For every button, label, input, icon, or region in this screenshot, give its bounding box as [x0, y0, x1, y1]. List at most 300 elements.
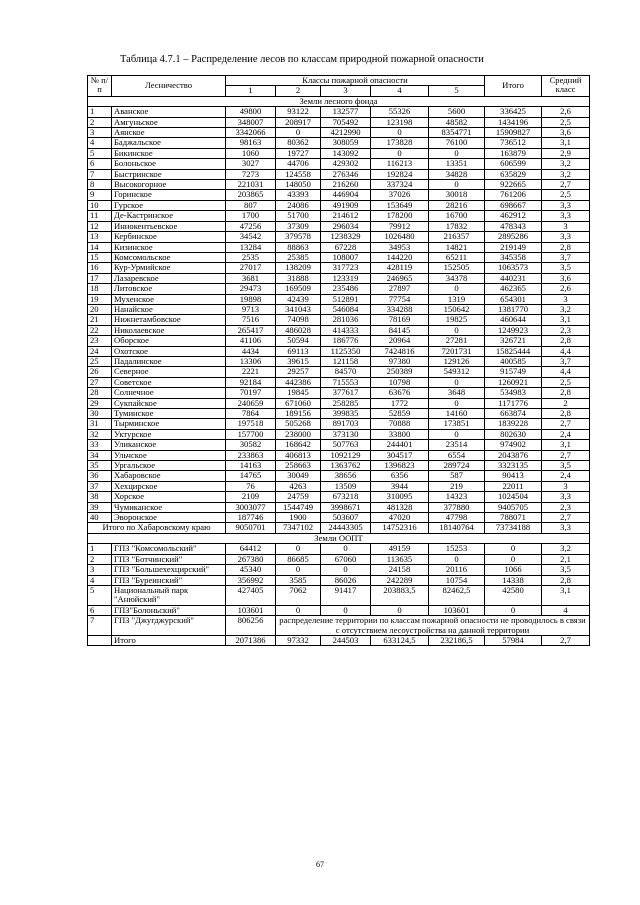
- forest-row: [88, 419, 590, 429]
- forest-row: [88, 294, 590, 304]
- forest-row: [88, 346, 590, 356]
- oopt-cell-class-2: 3585: [276, 575, 321, 585]
- forest-row: [88, 107, 590, 117]
- forest-cell-class-2: 24759: [276, 492, 321, 502]
- forest-cell-class-1: 29473: [226, 284, 276, 294]
- forest-cell-class-1: 3681: [226, 273, 276, 283]
- forest-cell-class-3: 132577: [321, 107, 371, 117]
- forest-cell-class-4: 27897: [371, 284, 429, 294]
- forest-cell-class-3: 84570: [321, 367, 371, 377]
- oopt-cell-avg: 2,8: [542, 575, 590, 585]
- forest-cell-no: 37: [88, 481, 112, 491]
- forest-cell-class-2: 51700: [276, 211, 321, 221]
- forest-cell-avg: 2,7: [542, 419, 590, 429]
- forest-cell-avg: 2,5: [542, 377, 590, 387]
- oopt-section: [88, 544, 590, 616]
- forest-cell-total: 974902: [485, 440, 542, 450]
- forest-cell-class-3: 214612: [321, 211, 371, 221]
- forest-cell-class-2: 29257: [276, 367, 321, 377]
- forest-cell-total: 2895286: [485, 232, 542, 242]
- forest-cell-name: Высокогорное: [112, 180, 226, 190]
- oopt-cell-class-2: 0: [276, 565, 321, 575]
- section-title-forest: Земли лесного фонда: [88, 96, 590, 106]
- forest-cell-name: Николаевское: [112, 325, 226, 335]
- forest-cell-class-2: 169509: [276, 284, 321, 294]
- forest-cell-name: Северное: [112, 367, 226, 377]
- forest-cell-class-4: 153649: [371, 200, 429, 210]
- forest-cell-name: Литовское: [112, 284, 226, 294]
- forest-cell-class-1: 2109: [226, 492, 276, 502]
- forest-cell-class-5: 216357: [429, 232, 485, 242]
- forest-cell-class-5: 3648: [429, 388, 485, 398]
- forest-cell-class-3: 503607: [321, 513, 371, 523]
- forest-cell-total: 736512: [485, 138, 542, 148]
- oopt-cell-class-4: 49159: [371, 544, 429, 554]
- forest-cell-name: Лазаревское: [112, 273, 226, 283]
- forest-row: [88, 169, 590, 179]
- forest-cell-class-5: 14160: [429, 409, 485, 419]
- forest-cell-avg: 3,2: [542, 304, 590, 314]
- forest-cell-name: Ургальское: [112, 461, 226, 471]
- forest-cell-avg: 2,8: [542, 388, 590, 398]
- forest-cell-class-4: 84145: [371, 325, 429, 335]
- forest-cell-avg: 2,4: [542, 471, 590, 481]
- oopt-cell-class-3: 0: [321, 605, 371, 615]
- forest-row: [88, 221, 590, 231]
- forest-cell-class-2: 406813: [276, 450, 321, 460]
- oopt-total-blank: [88, 635, 112, 645]
- oopt-cell-avg: 2,1: [542, 554, 590, 564]
- oopt-row-7: [88, 616, 590, 636]
- oopt-cell-total: 1066: [485, 565, 542, 575]
- oopt-cell-no: 4: [88, 575, 112, 585]
- header-classes: Классы пожарной опасности: [226, 76, 485, 86]
- oopt-cell-class-2: 0: [276, 605, 321, 615]
- forest-cell-no: 7: [88, 169, 112, 179]
- forest-cell-class-5: 0: [429, 284, 485, 294]
- forest-cell-avg: 3,1: [542, 440, 590, 450]
- forest-cell-no: 34: [88, 450, 112, 460]
- forest-cell-class-3: 216260: [321, 180, 371, 190]
- forest-row: [88, 398, 590, 408]
- oopt-cell-no: 2: [88, 554, 112, 564]
- forest-cell-class-3: 705492: [321, 117, 371, 127]
- forest-cell-class-4: 63676: [371, 388, 429, 398]
- oopt-row-7-no: 7: [88, 616, 112, 636]
- forest-cell-no: 21: [88, 315, 112, 325]
- forest-total-class-2: 7347102: [276, 523, 321, 533]
- forest-cell-class-1: 265417: [226, 325, 276, 335]
- forest-cell-class-4: 78169: [371, 315, 429, 325]
- forest-row: [88, 502, 590, 512]
- forest-cell-no: 40: [88, 513, 112, 523]
- forest-cell-class-5: 14323: [429, 492, 485, 502]
- oopt-cell-no: 6: [88, 605, 112, 615]
- forest-row: [88, 492, 590, 502]
- forest-row: [88, 284, 590, 294]
- forest-cell-class-1: 1060: [226, 148, 276, 158]
- forest-cell-class-2: 43393: [276, 190, 321, 200]
- forest-cell-class-2: 19845: [276, 388, 321, 398]
- oopt-cell-class-2: 0: [276, 544, 321, 554]
- oopt-cell-name: ГПЗ "Большехехцирский": [112, 565, 226, 575]
- oopt-cell-no: 1: [88, 544, 112, 554]
- forest-row: [88, 356, 590, 366]
- forest-cell-avg: 3,2: [542, 169, 590, 179]
- oopt-cell-class-5: 20116: [429, 565, 485, 575]
- forest-cell-class-1: 197518: [226, 419, 276, 429]
- header-avg-class: Средний класс: [542, 76, 590, 97]
- forest-cell-class-3: 4212990: [321, 128, 371, 138]
- forest-cell-no: 5: [88, 148, 112, 158]
- oopt-cell-class-4: 203883,5: [371, 585, 429, 605]
- forest-cell-avg: 4,4: [542, 346, 590, 356]
- forest-cell-class-3: 1238329: [321, 232, 371, 242]
- forest-cell-class-1: 9713: [226, 304, 276, 314]
- forest-cell-no: 14: [88, 242, 112, 252]
- forest-cell-class-3: 38656: [321, 471, 371, 481]
- forest-cell-total: 2043876: [485, 450, 542, 460]
- forest-cell-class-3: 108007: [321, 252, 371, 262]
- forest-cell-class-3: 317723: [321, 263, 371, 273]
- oopt-cell-total: 42580: [485, 585, 542, 605]
- forest-cell-total: 15909827: [485, 128, 542, 138]
- oopt-total-class-4: 633124,5: [371, 635, 429, 645]
- forest-cell-total: 1434196: [485, 117, 542, 127]
- forest-cell-class-4: 79912: [371, 221, 429, 231]
- forest-row: [88, 138, 590, 148]
- oopt-cell-class-2: 86685: [276, 554, 321, 564]
- forest-cell-no: 35: [88, 461, 112, 471]
- forest-cell-no: 17: [88, 273, 112, 283]
- forest-row: [88, 315, 590, 325]
- forest-row: [88, 461, 590, 471]
- forest-section: [88, 96, 590, 523]
- forest-cell-name: Чумиканское: [112, 502, 226, 512]
- forest-cell-total: 90413: [485, 471, 542, 481]
- forest-cell-name: Кур-Урмийское: [112, 263, 226, 273]
- forest-cell-class-4: 337324: [371, 180, 429, 190]
- forest-cell-total: 1839228: [485, 419, 542, 429]
- forest-cell-name: Горинское: [112, 190, 226, 200]
- header-no: № п/п: [88, 76, 112, 97]
- forest-cell-class-2: 42439: [276, 294, 321, 304]
- forest-cell-class-5: 23514: [429, 440, 485, 450]
- forest-cell-avg: 2,7: [542, 180, 590, 190]
- forest-cell-class-5: 289724: [429, 461, 485, 471]
- forest-cell-class-1: 203865: [226, 190, 276, 200]
- forest-cell-class-5: 150642: [429, 304, 485, 314]
- forest-cell-no: 10: [88, 200, 112, 210]
- fire-hazard-table: [87, 75, 590, 646]
- forest-cell-total: 400585: [485, 356, 542, 366]
- forest-cell-avg: 2,5: [542, 117, 590, 127]
- forest-cell-class-4: 1026480: [371, 232, 429, 242]
- forest-cell-class-3: 512891: [321, 294, 371, 304]
- table-caption: Таблица 4.7.1 – Распределение лесов по классам природной пожарной опасности: [120, 54, 484, 65]
- forest-cell-name: Бикинское: [112, 148, 226, 158]
- oopt-cell-class-1: 103601: [226, 605, 276, 615]
- forest-cell-class-2: 30049: [276, 471, 321, 481]
- forest-cell-total: 460644: [485, 315, 542, 325]
- forest-cell-avg: 3,6: [542, 273, 590, 283]
- forest-cell-avg: 2,6: [542, 107, 590, 117]
- forest-cell-name: Гурское: [112, 200, 226, 210]
- forest-cell-name: Амгуньское: [112, 117, 226, 127]
- forest-cell-name: Аванское: [112, 107, 226, 117]
- forest-cell-name: Оборское: [112, 336, 226, 346]
- forest-cell-class-5: 8354771: [429, 128, 485, 138]
- forest-cell-class-2: 138209: [276, 263, 321, 273]
- forest-row: [88, 409, 590, 419]
- oopt-cell-class-4: 24158: [371, 565, 429, 575]
- forest-cell-class-4: 0: [371, 128, 429, 138]
- forest-cell-class-2: 1900: [276, 513, 321, 523]
- forest-cell-no: 18: [88, 284, 112, 294]
- forest-cell-class-1: 13306: [226, 356, 276, 366]
- forest-cell-name: Нижнетамбовское: [112, 315, 226, 325]
- forest-cell-class-2: 168642: [276, 440, 321, 450]
- header-class-1: 1: [226, 86, 276, 96]
- forest-cell-class-3: 429302: [321, 159, 371, 169]
- forest-cell-class-2: 208917: [276, 117, 321, 127]
- forest-cell-no: 8: [88, 180, 112, 190]
- forest-row: [88, 440, 590, 450]
- forest-cell-name: Сукпайское: [112, 398, 226, 408]
- forest-cell-class-3: 3998671: [321, 502, 371, 512]
- forest-cell-name: Хабаровское: [112, 471, 226, 481]
- forest-cell-name: Кизинское: [112, 242, 226, 252]
- forest-cell-class-4: 33800: [371, 429, 429, 439]
- forest-cell-class-3: 67228: [321, 242, 371, 252]
- oopt-cell-total: 0: [485, 554, 542, 564]
- oopt-cell-name: ГПЗ "Ботчинский": [112, 554, 226, 564]
- forest-cell-class-3: 414333: [321, 325, 371, 335]
- forest-cell-no: 26: [88, 367, 112, 377]
- forest-cell-name: Мухенское: [112, 294, 226, 304]
- forest-cell-name: Нанайское: [112, 304, 226, 314]
- oopt-row: [88, 605, 590, 615]
- forest-cell-class-5: 1319: [429, 294, 485, 304]
- forest-cell-class-1: 3003077: [226, 502, 276, 512]
- forest-cell-no: 16: [88, 263, 112, 273]
- forest-cell-total: 1171776: [485, 398, 542, 408]
- forest-cell-no: 31: [88, 419, 112, 429]
- oopt-cell-no: 5: [88, 585, 112, 605]
- forest-row: [88, 190, 590, 200]
- forest-cell-class-1: 2221: [226, 367, 276, 377]
- forest-cell-class-4: 334288: [371, 304, 429, 314]
- forest-cell-class-2: 69113: [276, 346, 321, 356]
- forest-cell-class-1: 233863: [226, 450, 276, 460]
- forest-cell-no: 22: [88, 325, 112, 335]
- forest-cell-class-5: 14821: [429, 242, 485, 252]
- oopt-row: [88, 544, 590, 554]
- forest-cell-avg: 3,1: [542, 138, 590, 148]
- forest-cell-class-1: 807: [226, 200, 276, 210]
- oopt-cell-total: 14338: [485, 575, 542, 585]
- forest-cell-class-3: 399835: [321, 409, 371, 419]
- forest-cell-class-4: 47020: [371, 513, 429, 523]
- forest-cell-class-3: 186776: [321, 336, 371, 346]
- forest-cell-class-1: 240659: [226, 398, 276, 408]
- oopt-cell-no: 3: [88, 565, 112, 575]
- forest-cell-class-5: 34378: [429, 273, 485, 283]
- forest-total-row: [88, 523, 590, 533]
- forest-cell-no: 36: [88, 471, 112, 481]
- forest-cell-class-1: 221031: [226, 180, 276, 190]
- forest-cell-total: 761206: [485, 190, 542, 200]
- forest-cell-class-4: 304517: [371, 450, 429, 460]
- forest-cell-total: 462365: [485, 284, 542, 294]
- oopt-row: [88, 575, 590, 585]
- forest-cell-avg: 2,5: [542, 190, 590, 200]
- forest-cell-class-2: 4263: [276, 481, 321, 491]
- forest-cell-class-1: 14163: [226, 461, 276, 471]
- forest-cell-class-4: 55326: [371, 107, 429, 117]
- forest-cell-class-2: 379578: [276, 232, 321, 242]
- forest-total-class-3: 24443305: [321, 523, 371, 533]
- forest-cell-class-4: 0: [371, 148, 429, 158]
- forest-cell-class-4: 1772: [371, 398, 429, 408]
- forest-cell-total: 336425: [485, 107, 542, 117]
- forest-cell-total: 22011: [485, 481, 542, 491]
- forest-cell-avg: 2,8: [542, 409, 590, 419]
- forest-cell-class-3: 373130: [321, 429, 371, 439]
- forest-cell-avg: 3: [542, 221, 590, 231]
- forest-cell-class-1: 187746: [226, 513, 276, 523]
- forest-total-sum: 73734188: [485, 523, 542, 533]
- forest-cell-avg: 3,3: [542, 232, 590, 242]
- forest-cell-class-1: 76: [226, 481, 276, 491]
- forest-cell-class-1: 30582: [226, 440, 276, 450]
- forest-cell-class-2: 93122: [276, 107, 321, 117]
- forest-cell-class-2: 189156: [276, 409, 321, 419]
- forest-cell-total: 802630: [485, 429, 542, 439]
- forest-total-section: [88, 523, 590, 544]
- forest-cell-class-5: 219: [429, 481, 485, 491]
- forest-cell-name: Солнечное: [112, 388, 226, 398]
- forest-cell-total: 788071: [485, 513, 542, 523]
- forest-cell-no: 24: [88, 346, 112, 356]
- forest-row: [88, 148, 590, 158]
- oopt-cell-name: ГПЗ "Буреинский": [112, 575, 226, 585]
- forest-cell-total: 163879: [485, 148, 542, 158]
- forest-cell-class-2: 44706: [276, 159, 321, 169]
- forest-cell-class-4: 481328: [371, 502, 429, 512]
- forest-cell-total: 326721: [485, 336, 542, 346]
- forest-cell-class-4: 52859: [371, 409, 429, 419]
- forest-cell-class-5: 13351: [429, 159, 485, 169]
- forest-cell-class-3: 281036: [321, 315, 371, 325]
- forest-cell-class-5: 129126: [429, 356, 485, 366]
- oopt-row-7-value: 806256: [226, 616, 276, 636]
- forest-cell-class-1: 92184: [226, 377, 276, 387]
- oopt-cell-class-1: 427405: [226, 585, 276, 605]
- forest-cell-class-2: 31888: [276, 273, 321, 283]
- forest-cell-class-1: 70197: [226, 388, 276, 398]
- forest-cell-no: 9: [88, 190, 112, 200]
- forest-cell-total: 606599: [485, 159, 542, 169]
- forest-cell-class-1: 157700: [226, 429, 276, 439]
- forest-cell-class-5: 30018: [429, 190, 485, 200]
- forest-row: [88, 325, 590, 335]
- oopt-cell-class-4: 242289: [371, 575, 429, 585]
- oopt-cell-class-3: 0: [321, 544, 371, 554]
- forest-cell-name: Эворонское: [112, 513, 226, 523]
- forest-cell-class-1: 41106: [226, 336, 276, 346]
- forest-cell-class-3: 235486: [321, 284, 371, 294]
- forest-cell-class-3: 446904: [321, 190, 371, 200]
- forest-cell-class-4: 10798: [371, 377, 429, 387]
- forest-total-class-1: 9050701: [226, 523, 276, 533]
- oopt-cell-class-5: 82462,5: [429, 585, 485, 605]
- forest-cell-total: 219149: [485, 242, 542, 252]
- oopt-cell-class-5: 103601: [429, 605, 485, 615]
- forest-row: [88, 336, 590, 346]
- forest-row: [88, 211, 590, 221]
- forest-cell-class-5: 34828: [429, 169, 485, 179]
- oopt-cell-class-5: 10754: [429, 575, 485, 585]
- forest-cell-class-3: 507763: [321, 440, 371, 450]
- header-class-4: 4: [371, 86, 429, 96]
- forest-cell-class-5: 27281: [429, 336, 485, 346]
- forest-row: [88, 388, 590, 398]
- forest-cell-class-5: 0: [429, 429, 485, 439]
- forest-cell-class-2: 442386: [276, 377, 321, 387]
- forest-cell-name: Де-Кастринское: [112, 211, 226, 221]
- oopt-total-label: Итого: [112, 635, 226, 645]
- forest-cell-total: 1260921: [485, 377, 542, 387]
- forest-cell-name: Тырминское: [112, 419, 226, 429]
- forest-cell-total: 1063573: [485, 263, 542, 273]
- oopt-row: [88, 554, 590, 564]
- forest-row: [88, 377, 590, 387]
- oopt-total-class-3: 244503: [321, 635, 371, 645]
- oopt-total-class-5: 232186,5: [429, 635, 485, 645]
- oopt-cell-class-3: 0: [321, 565, 371, 575]
- oopt-cell-name: ГПЗ"Болоньский": [112, 605, 226, 615]
- forest-cell-no: 27: [88, 377, 112, 387]
- forest-cell-no: 28: [88, 388, 112, 398]
- oopt-row-7-name: ГПЗ "Джугджурский": [112, 616, 226, 636]
- forest-row: [88, 429, 590, 439]
- oopt-cell-class-1: 45340: [226, 565, 276, 575]
- forest-cell-class-5: 0: [429, 148, 485, 158]
- forest-cell-class-5: 377880: [429, 502, 485, 512]
- forest-cell-name: Охотское: [112, 346, 226, 356]
- forest-cell-total: 440231: [485, 273, 542, 283]
- oopt-cell-class-4: 0: [371, 605, 429, 615]
- forest-cell-class-5: 47798: [429, 513, 485, 523]
- forest-cell-name: Падалинское: [112, 356, 226, 366]
- forest-row: [88, 450, 590, 460]
- forest-cell-class-4: 123198: [371, 117, 429, 127]
- forest-cell-class-3: 377617: [321, 388, 371, 398]
- forest-cell-class-3: 891703: [321, 419, 371, 429]
- forest-cell-name: Советское: [112, 377, 226, 387]
- oopt-cell-class-4: 113635: [371, 554, 429, 564]
- oopt-cell-class-5: 0: [429, 554, 485, 564]
- forest-cell-no: 2: [88, 117, 112, 127]
- header-total: Итого: [485, 76, 542, 97]
- forest-cell-no: 23: [88, 336, 112, 346]
- forest-cell-name: Туминское: [112, 409, 226, 419]
- forest-cell-total: 1381770: [485, 304, 542, 314]
- forest-cell-class-3: 143092: [321, 148, 371, 158]
- forest-cell-class-4: 173828: [371, 138, 429, 148]
- oopt-cell-class-1: 64412: [226, 544, 276, 554]
